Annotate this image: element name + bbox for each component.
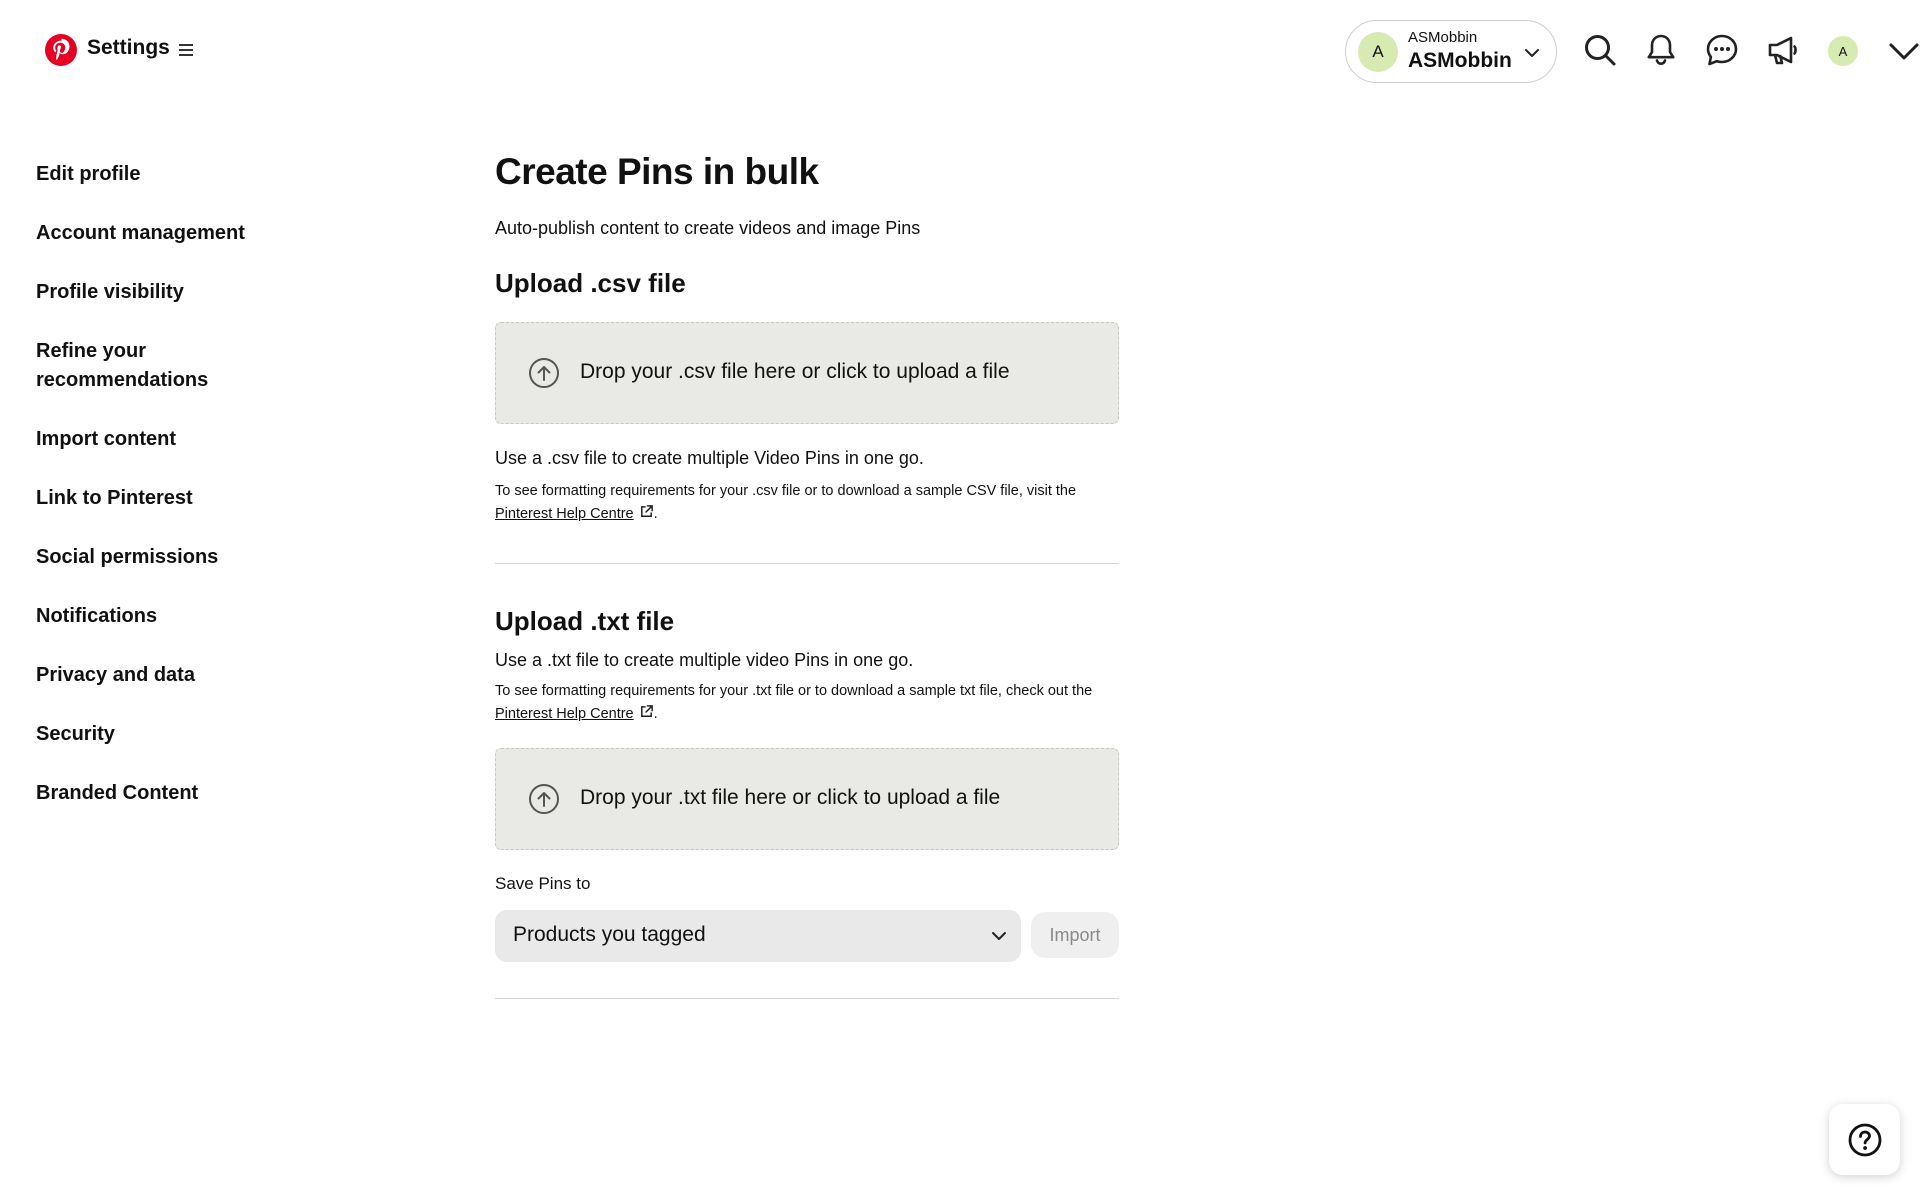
profile-avatar[interactable]: A — [1828, 36, 1858, 66]
board-select-value: Products you tagged — [513, 923, 706, 946]
sidebar-item-link-to-pinterest[interactable]: Link to Pinterest — [36, 487, 193, 509]
board-select[interactable] — [495, 910, 1021, 962]
txt-dropzone[interactable] — [495, 748, 1119, 850]
upload-arrow-icon — [528, 783, 560, 815]
search-icon[interactable] — [1583, 33, 1617, 67]
account-name: ASMobbin — [1408, 49, 1512, 72]
account-username: ASMobbin — [1408, 29, 1478, 46]
app-title: Settings — [87, 36, 170, 59]
settings-sidebar — [36, 160, 296, 838]
csv-dropzone-text: Drop your .csv file here or click to upload a file — [580, 360, 1010, 383]
account-switcher[interactable] — [1345, 20, 1557, 83]
sidebar-item-edit-profile[interactable]: Edit profile — [36, 163, 141, 185]
sidebar-item-refine-recommendations[interactable]: Refine your recommendations — [36, 340, 209, 391]
chevron-down-icon[interactable] — [1888, 38, 1920, 64]
csv-help-prefix: To see formatting requirements for your .csv file or to download a sample CSV file, visit the — [495, 483, 1077, 499]
save-pins-row — [495, 910, 1119, 962]
external-link-icon — [639, 504, 654, 519]
txt-help-centre-link[interactable]: Pinterest Help Centre — [495, 706, 634, 722]
txt-help-suffix: . — [653, 706, 658, 722]
chevron-down-icon — [1524, 45, 1540, 61]
help-button[interactable] — [1829, 1104, 1900, 1175]
top-bar — [0, 0, 1920, 100]
csv-help-suffix: . — [653, 506, 658, 522]
sidebar-item-security[interactable]: Security — [36, 723, 115, 745]
txt-section-title: Upload .txt file — [495, 606, 675, 636]
txt-help-text — [495, 680, 1119, 726]
csv-help-text — [495, 480, 1119, 526]
sidebar-item-social-permissions[interactable]: Social permissions — [36, 546, 219, 568]
bell-icon[interactable] — [1644, 33, 1678, 67]
txt-description: Use a .txt file to create multiple video Pins in one go. — [495, 650, 914, 670]
csv-description: Use a .csv file to create multiple Video Pins in one go. — [495, 448, 924, 468]
csv-dropzone[interactable] — [495, 322, 1119, 424]
avatar: A — [1358, 32, 1398, 72]
section-divider — [495, 563, 1119, 564]
chevron-down-icon — [991, 928, 1007, 944]
pinterest-logo[interactable] — [45, 34, 77, 66]
menu-icon[interactable] — [178, 42, 194, 58]
sidebar-item-import-content[interactable]: Import content — [36, 428, 176, 450]
txt-help-prefix: To see formatting requirements for your .txt file or to download a sample txt file, check out the — [495, 683, 1093, 699]
sidebar-item-privacy-and-data[interactable]: Privacy and data — [36, 664, 195, 686]
main-content — [495, 148, 1119, 999]
messages-icon[interactable] — [1705, 33, 1739, 67]
megaphone-icon[interactable] — [1766, 33, 1800, 67]
txt-dropzone-text: Drop your .txt file here or click to upload a file — [580, 786, 1001, 809]
section-divider — [495, 998, 1119, 999]
sidebar-item-notifications[interactable]: Notifications — [36, 605, 158, 627]
csv-help-centre-link[interactable]: Pinterest Help Centre — [495, 506, 634, 522]
help-icon — [1848, 1123, 1882, 1157]
sidebar-item-account-management[interactable]: Account management — [36, 222, 245, 244]
external-link-icon — [639, 704, 654, 719]
page-subtitle: Auto-publish content to create videos and image Pins — [495, 218, 921, 238]
sidebar-item-branded-content[interactable]: Branded Content — [36, 782, 199, 804]
import-button[interactable]: Import — [1031, 912, 1119, 958]
save-pins-to-label: Save Pins to — [495, 874, 591, 893]
page-title: Create Pins in bulk — [495, 151, 819, 192]
upload-arrow-icon — [528, 357, 560, 389]
sidebar-item-profile-visibility[interactable]: Profile visibility — [36, 281, 184, 303]
csv-section-title: Upload .csv file — [495, 268, 686, 298]
